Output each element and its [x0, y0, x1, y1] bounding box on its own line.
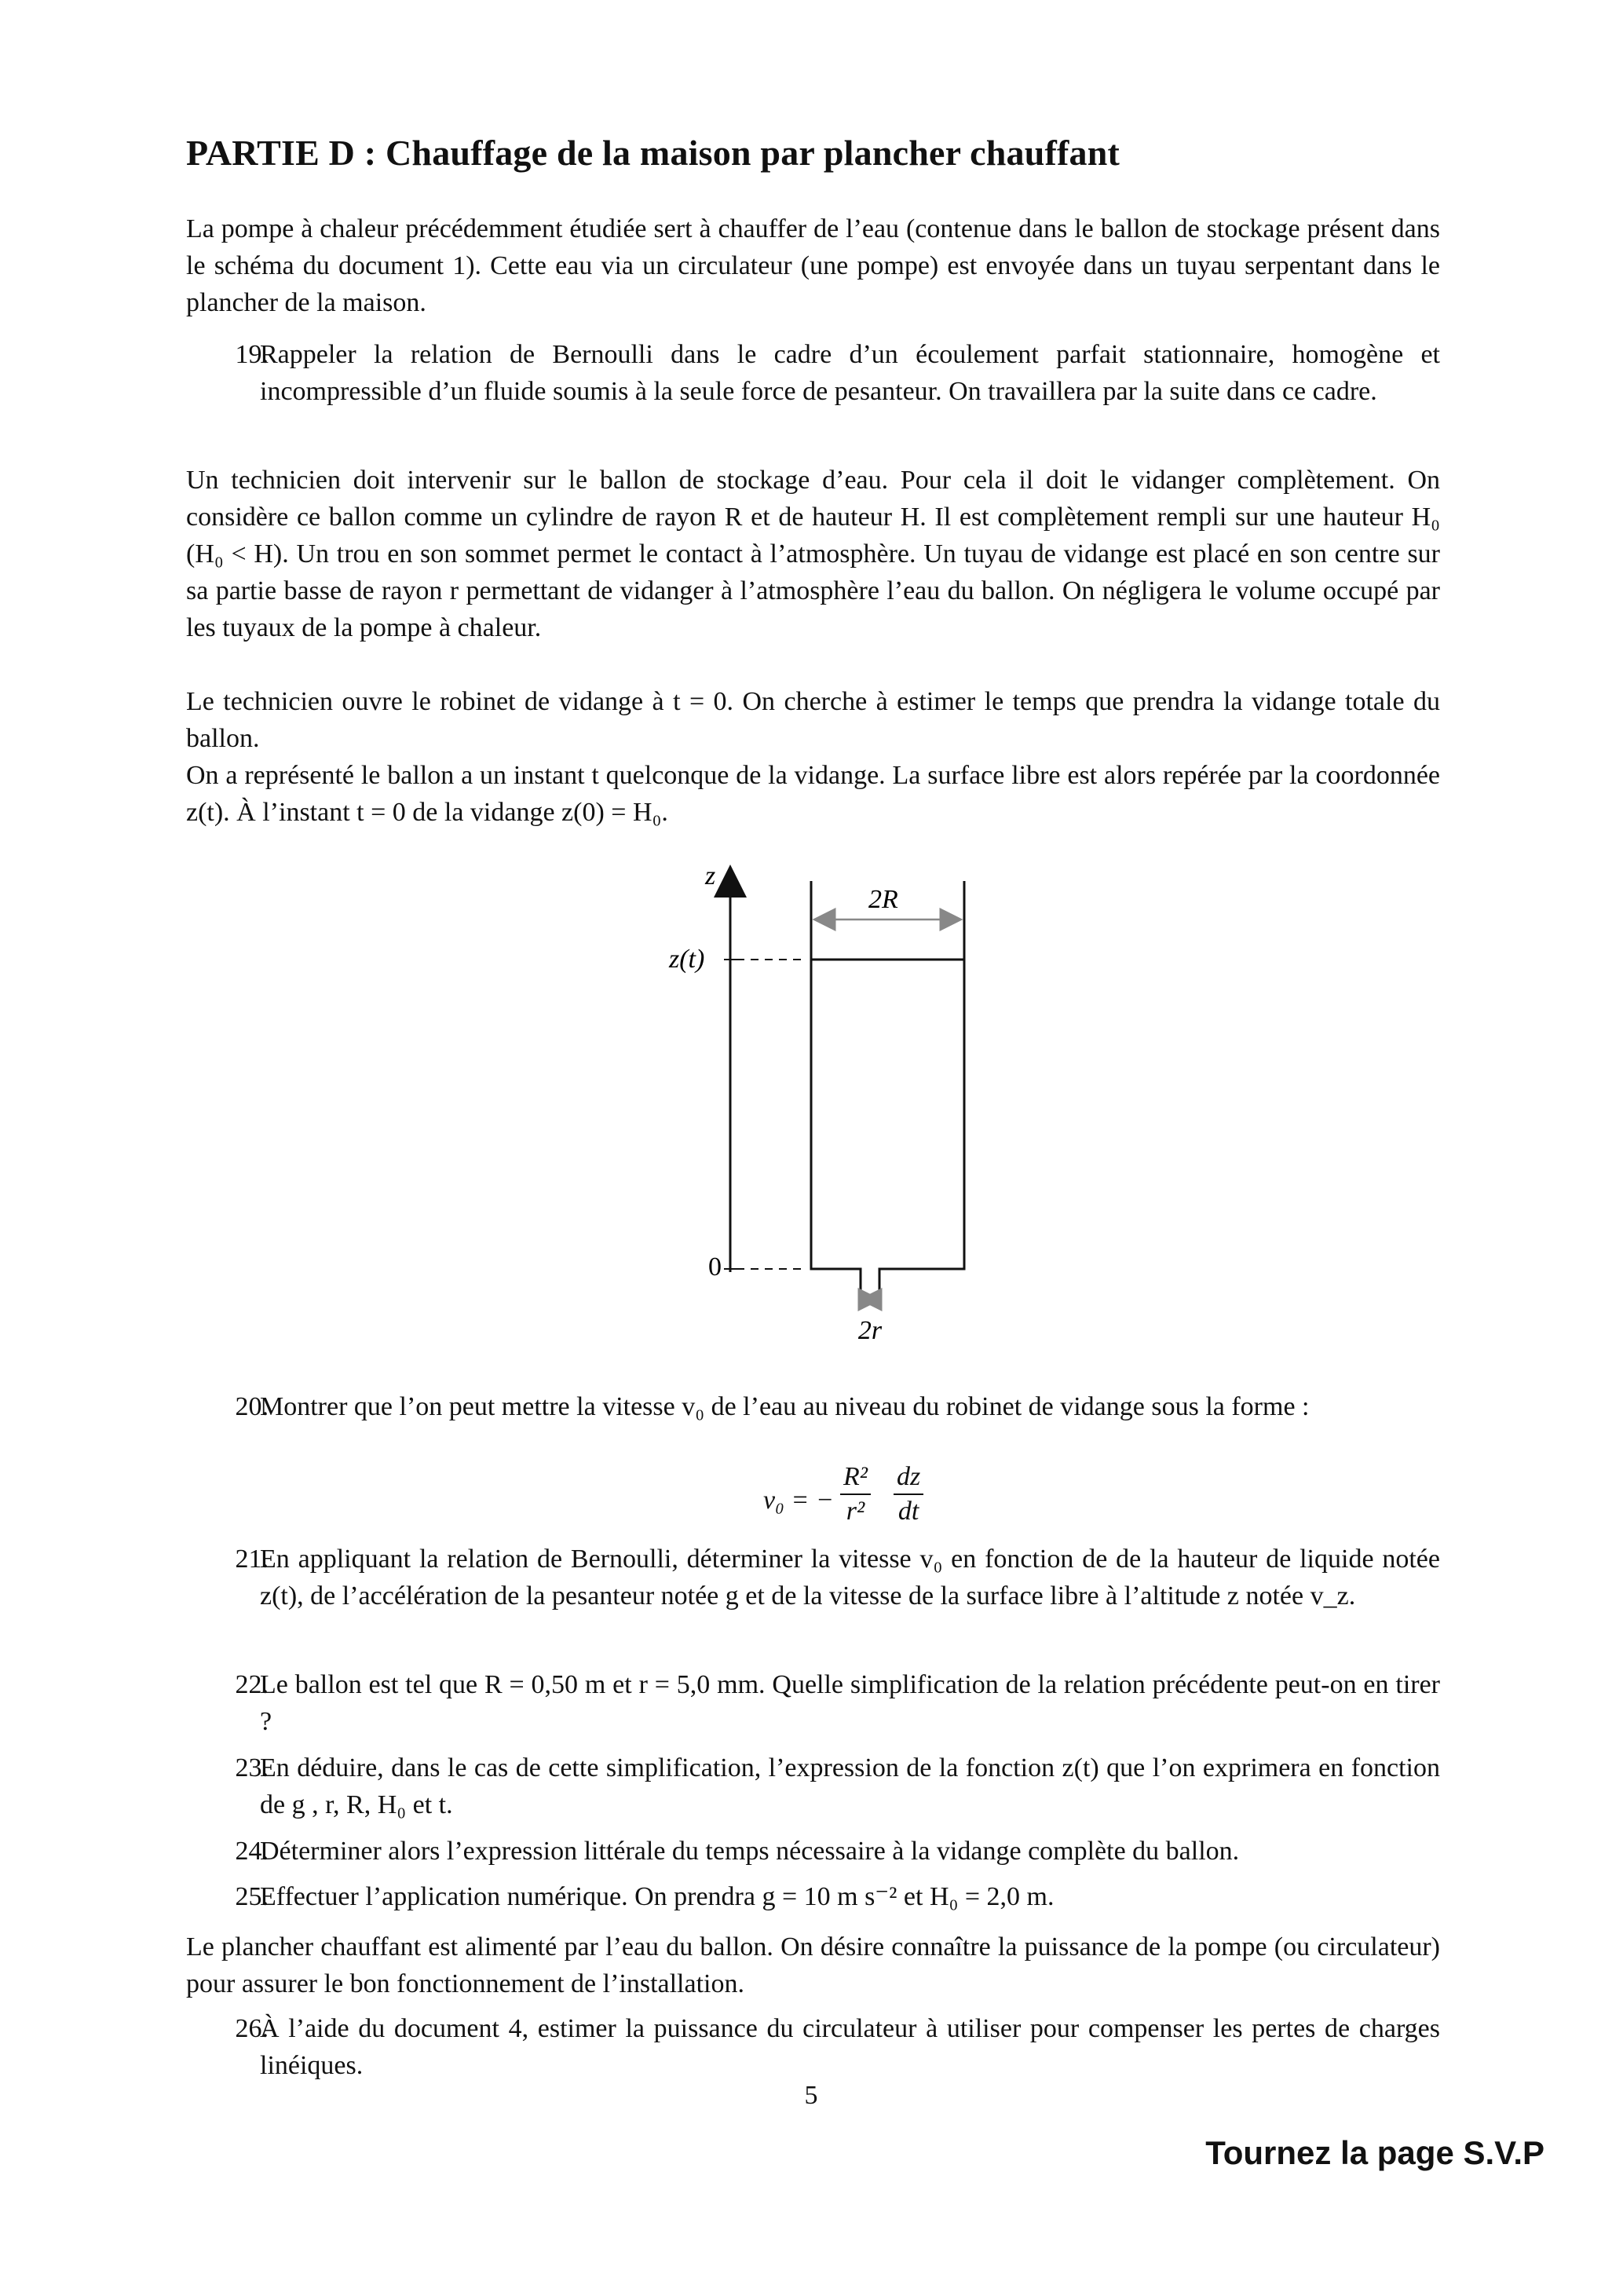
- plancher-paragraph: Le plancher chauffant est alimenté par l’eau du ballon. On désire connaître la puissance de la pompe (ou circulateur) pour assurer le bon fonctionnement de l’installation.: [186, 1932, 1440, 1998]
- intro-paragraph: La pompe à chaleur précédemment étudiée sert à chauffer de l’eau (contenue dans le ballon de stockage présent dans le schéma du document 1). Cette eau via un circulateur (une pompe) est envoyée dans un tuyau serpentant dans le plancher de la maison.: [186, 214, 1440, 317]
- question-text: Montrer que l’on peut mettre la vitesse v₀ de l’eau au niveau du robinet de vidange sous la forme :: [260, 1392, 1310, 1421]
- question-number: 25.: [235, 1882, 269, 1911]
- question-text: À l’aide du document 4, estimer la puissance du circulateur à utiliser pour compenser les pertes de charges linéiques.: [260, 2014, 1440, 2080]
- fraction-numerator: R²: [840, 1462, 871, 1495]
- tank-outline: [811, 881, 964, 1297]
- question-22: [186, 1666, 1440, 1740]
- question-number: 26.: [235, 2014, 269, 2043]
- question-25: [186, 1878, 1440, 1915]
- question-number: 24.: [235, 1837, 269, 1866]
- section-title: PARTIE D : Chauffage de la maison par plancher chauffant: [186, 133, 1120, 173]
- fraction-dz-dt: [894, 1462, 923, 1526]
- question-text: Effectuer l’application numérique. On prendra g = 10 m s⁻² et H₀ = 2,0 m.: [260, 1882, 1055, 1911]
- level-label: z(t): [669, 945, 705, 974]
- z-axis-label: z: [705, 864, 716, 890]
- hole-label: 2r: [857, 1316, 883, 1345]
- question-text: Rappeler la relation de Bernoulli dans le cadre d’un écoulement parfait stationnaire, homogène et incompressible d’un fluide soumis à la seule force de pesanteur. On travaillera par la suite dans ce cadre.: [260, 340, 1440, 406]
- question-26: [186, 2010, 1440, 2084]
- question-21: [186, 1541, 1440, 1614]
- width-label: 2R: [868, 885, 898, 914]
- context-paragraph-3: On a représenté le ballon a un instant t quelconque de la vidange. La surface libre est alors repérée par la coordonnée z(t). À l’instant t = 0 de la vidange z(0) = H₀.: [186, 761, 1440, 827]
- zero-label: 0: [708, 1252, 722, 1281]
- question-number: 19.: [235, 340, 269, 369]
- page-number: 5: [804, 2081, 818, 2110]
- tank-diagram: [644, 864, 989, 1351]
- formula-lhs: v₀ = −: [763, 1486, 834, 1515]
- question-number: 20.: [235, 1392, 269, 1421]
- fraction-denominator: r²: [846, 1497, 865, 1526]
- question-19: [186, 336, 1440, 410]
- question-text: En déduire, dans le cas de cette simplification, l’expression de la fonction z(t) que l’on exprimera en fonction de g , r, R, H₀ et t.: [260, 1753, 1440, 1819]
- question-number: 21.: [235, 1545, 269, 1574]
- question-number: 22.: [235, 1670, 269, 1699]
- fraction-denominator: dt: [897, 1497, 919, 1526]
- question-24: [186, 1833, 1440, 1870]
- question-text: Le ballon est tel que R = 0,50 m et r = 5,0 mm. Quelle simplification de la relation précédente peut-on en tirer ?: [260, 1670, 1440, 1736]
- question-text: En appliquant la relation de Bernoulli, déterminer la vitesse v₀ en fonction de de la hauteur de liquide notée z(t), de l’accélération de la pesanteur notée g et de la vitesse de la surface libre à l’altitude z notée v_z.: [260, 1545, 1440, 1610]
- question-23: [186, 1749, 1440, 1823]
- velocity-formula: [754, 1462, 958, 1541]
- fraction-r-squared: [840, 1462, 871, 1526]
- question-number: 23.: [235, 1753, 269, 1782]
- question-20: [186, 1388, 1440, 1425]
- fraction-numerator: dz: [894, 1462, 923, 1495]
- context-paragraph-1: Un technicien doit intervenir sur le ballon de stockage d’eau. Pour cela il doit le vidanger complètement. On considère ce ballon comme un cylindre de rayon R et de hauteur H. Il est complètement rempli sur une hauteur H₀ (H₀ < H). Un trou en son sommet permet le contact à l’atmosphère. Un tuyau de vidange est placé en son centre sur sa partie basse de rayon r permettant de vidanger à l’atmosphère l’eau du ballon. On négligera le volume occupé par les tuyaux de la pompe à chaleur.: [186, 466, 1440, 642]
- context-paragraph-2: Le technicien ouvre le robinet de vidange à t = 0. On cherche à estimer le temps que prendra la vidange totale du ballon.: [186, 687, 1440, 753]
- turn-page-footer: Tournez la page S.V.P: [1205, 2134, 1544, 2171]
- question-text: Déterminer alors l’expression littérale du temps nécessaire à la vidange complète du ballon.: [260, 1837, 1240, 1866]
